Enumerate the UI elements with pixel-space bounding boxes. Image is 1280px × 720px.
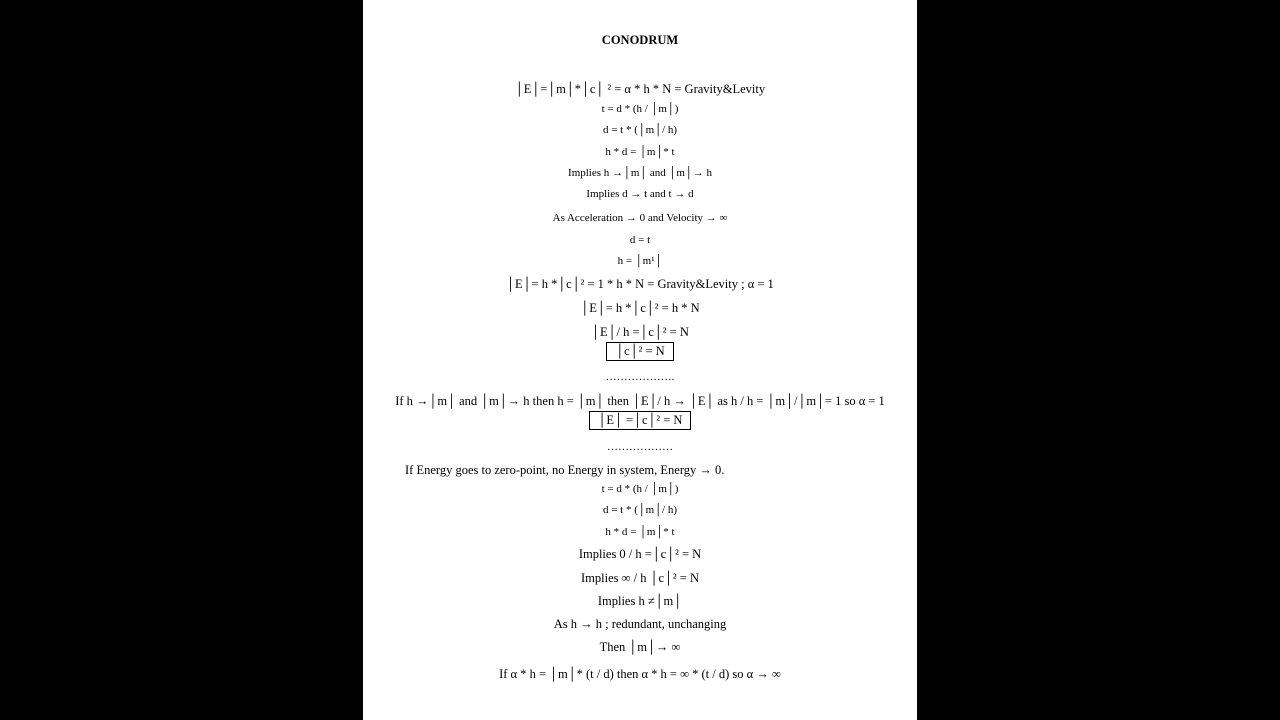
equation-line: │E│= h *│c│² = 1 * h * N = Gravity&Levity ; α = 1: [506, 277, 774, 291]
equation-line: │E│/ h =│c│² = N: [591, 325, 689, 339]
equation-line: Implies h ≠│m│: [597, 594, 683, 608]
dotted-separator: ……………….: [605, 371, 675, 383]
equation-line: As h → h ; redundant, unchanging: [553, 617, 727, 631]
boxed-equation: │E│ =│c│² = N: [589, 411, 692, 430]
equation-line: h = │m¹│: [617, 255, 663, 267]
equation-line: d = t * (│m│/ h): [602, 124, 678, 136]
boxed-equation-row: [363, 411, 917, 430]
boxed-equation: │c│² = N: [606, 342, 673, 361]
document-page: [363, 0, 917, 720]
equation-line: h * d = │m│* t: [605, 526, 675, 538]
dotted-separator: ………………: [607, 441, 673, 453]
equation-line: │E│=│m│*│c│ ² = α * h * N = Gravity&Levity: [514, 82, 766, 96]
equation-line: │E│= h *│c│² = h * N: [580, 301, 700, 315]
document-title: CONODRUM: [601, 33, 679, 47]
equation-line: As Acceleration → 0 and Velocity → ∞: [552, 212, 728, 224]
equation-line: Implies 0 / h =│c│² = N: [578, 547, 702, 561]
equation-line: Implies h →│m│ and │m│→ h: [568, 167, 712, 179]
equation-line: d = t * (│m│/ h): [602, 504, 678, 516]
equation-line: t = d * (h / │m│): [601, 483, 679, 495]
equation-line: t = d * (h / │m│): [601, 103, 679, 115]
equation-line: If α * h = │m│* (t / d) then α * h = ∞ * (t / d) so α → ∞: [499, 667, 781, 681]
energy-statement: If Energy goes to zero-point, no Energy in system, Energy → 0.: [405, 463, 725, 477]
equation-line: d = t: [629, 234, 651, 246]
equation-line: Implies d → t and t → d: [586, 188, 694, 200]
conditional-line: If h →│m│ and │m│→ h then h = │m│ then │E│/ h → │E│ as h / h = │m│/│m│= 1 so α = 1: [395, 394, 885, 408]
equation-line: Then │m│→ ∞: [599, 640, 681, 654]
equation-line: Implies ∞ / h │c│² = N: [581, 571, 699, 585]
boxed-equation-row: [363, 342, 917, 361]
equation-line: h * d = │m│* t: [605, 146, 675, 158]
